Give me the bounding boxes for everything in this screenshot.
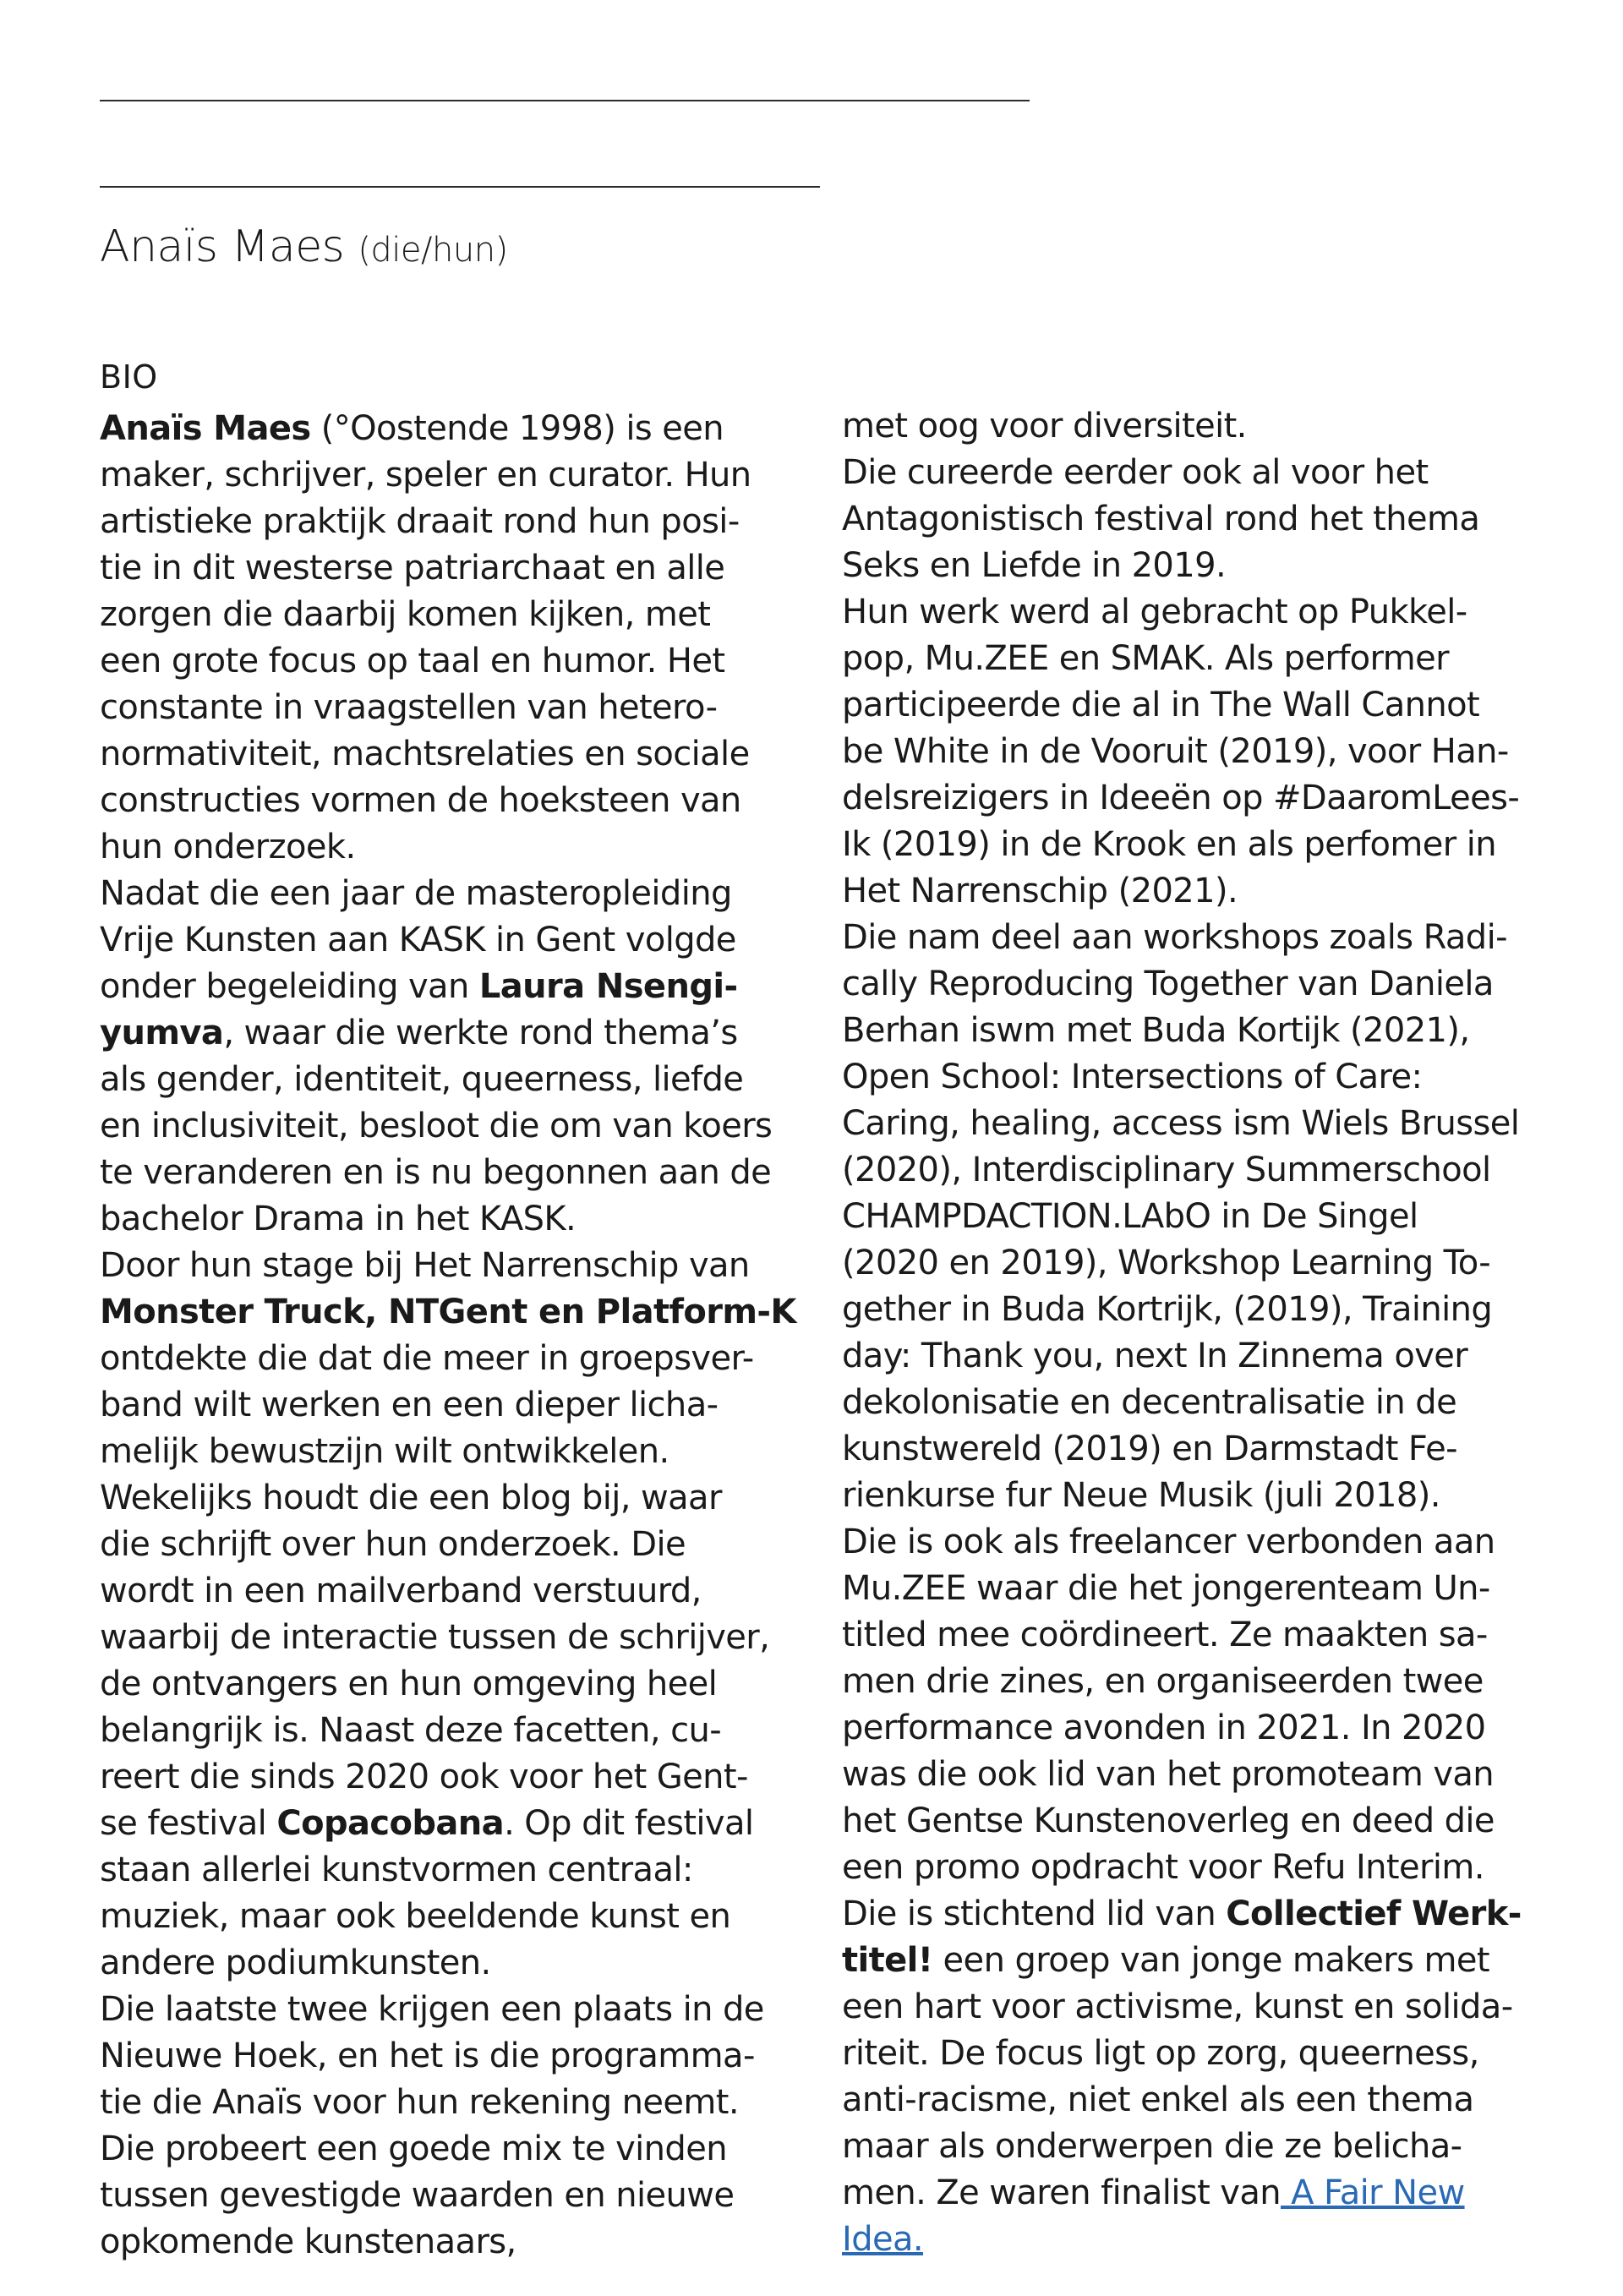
text-segment: gether in Buda Kortrijk, (2019), Training <box>842 1290 1493 1329</box>
text-segment: tie die Anaïs voor hun rekening neemt. <box>100 2083 739 2122</box>
text-line <box>842 1845 1569 1891</box>
text-segment: Nadat die een jaar de masteropleiding <box>100 874 732 913</box>
text-line <box>100 2033 827 2080</box>
text-line <box>100 1336 827 1382</box>
text-segment: pop, Mu.ZEE en SMAK. Als performer <box>842 639 1449 678</box>
text-segment: bachelor Drama in het KASK. <box>100 1200 577 1238</box>
text-line <box>842 1333 1569 1380</box>
text-segment: hun onderzoek. <box>100 828 356 866</box>
text-segment: onder begeleiding van <box>100 967 479 1006</box>
text-line <box>100 1196 827 1243</box>
bold-text: Copacobana <box>276 1804 505 1843</box>
text-segment: was die ook lid van het promoteam van <box>842 1755 1495 1794</box>
text-line <box>842 1008 1569 1054</box>
text-line <box>100 1522 827 1568</box>
text-segment: Die cureerde eerder ook al voor het <box>842 453 1429 492</box>
text-segment: artistieke praktijk draait rond hun posi- <box>100 502 740 541</box>
heading-divider <box>100 186 820 188</box>
text-segment: participeerde die al in The Wall Cannot <box>842 686 1480 724</box>
text-segment: staan allerlei kunstvormen centraal: <box>100 1850 693 1889</box>
text-segment: delsreizigers in Ideeën op #DaaromLees- <box>842 779 1520 817</box>
text-line <box>842 1705 1569 1752</box>
text-segment: performance avonden in 2021. In 2020 <box>842 1708 1486 1747</box>
text-segment: Vrije Kunsten aan KASK in Gent volgde <box>100 921 736 959</box>
text-line <box>100 1475 827 1522</box>
text-segment: maker, schrijver, speler en curator. Hun <box>100 456 751 495</box>
text-line <box>842 636 1569 682</box>
text-segment: te veranderen en is nu begonnen aan de <box>100 1153 772 1192</box>
text-line <box>842 450 1569 496</box>
text-segment: men drie zines, en organiseerden twee <box>842 1662 1484 1701</box>
bold-text: Laura Nsengi- <box>478 967 738 1006</box>
top-divider <box>100 100 1030 101</box>
text-segment: muziek, maar ook beeldende kunst en <box>100 1897 731 1936</box>
text-line <box>100 2219 827 2266</box>
text-line <box>100 2173 827 2219</box>
text-line <box>100 1894 827 1940</box>
text-segment: die schrijft over hun onderzoek. Die <box>100 1525 686 1564</box>
text-line <box>842 1426 1569 1473</box>
text-segment: met oog voor diversiteit. <box>842 407 1247 446</box>
text-segment: kunstwereld (2019) en Darmstadt Fe- <box>842 1430 1457 1468</box>
text-line <box>842 1240 1569 1287</box>
text-segment: (2020 en 2019), Workshop Learning To- <box>842 1244 1491 1282</box>
text-line <box>842 1380 1569 1426</box>
text-segment: normativiteit, machtsrelaties en sociale <box>100 735 750 774</box>
text-line <box>100 1150 827 1196</box>
text-line <box>842 1984 1569 2031</box>
text-line <box>842 2217 1569 2263</box>
text-segment: cally Reproducing Together van Daniela <box>842 965 1494 1003</box>
text-segment: constructies vormen de hoeksteen van <box>100 781 741 820</box>
section-label: BIO <box>100 358 158 396</box>
text-segment: se festival <box>100 1804 277 1843</box>
person-name: Anaïs Maes <box>100 221 345 272</box>
text-line <box>842 1101 1569 1147</box>
text-line <box>842 496 1569 543</box>
text-line <box>100 685 827 731</box>
text-segment: zorgen die daarbij komen kijken, met <box>100 595 711 634</box>
bold-text: Monster Truck, NTGent en Platform-K <box>100 1293 796 1331</box>
text-line <box>100 2126 827 2173</box>
bold-text: titel! <box>842 1941 933 1980</box>
text-line <box>100 1010 827 1057</box>
text-segment: Die nam deel aan workshops zoals Radi- <box>842 918 1507 957</box>
text-segment: en inclusiviteit, besloot die om van koers <box>100 1107 773 1145</box>
fair-new-idea-link[interactable]: A Fair New <box>1281 2173 1465 2212</box>
text-line <box>842 1659 1569 1705</box>
text-segment: Die probeert een goede mix te vinden <box>100 2129 727 2168</box>
text-line <box>842 2170 1569 2217</box>
text-segment: Door hun stage bij Het Narrenschip van <box>100 1246 750 1285</box>
text-line <box>842 915 1569 961</box>
bold-text: Anaïs Maes <box>100 409 311 448</box>
text-segment: Ik (2019) in de Krook en als perfomer in <box>842 825 1496 864</box>
text-segment: Die is stichtend lid van <box>842 1894 1227 1933</box>
text-segment: (2020), Interdisciplinary Summerschool <box>842 1151 1491 1189</box>
text-segment: wordt in een mailverband verstuurd, <box>100 1572 702 1610</box>
text-line <box>100 1847 827 1894</box>
text-line <box>100 731 827 778</box>
text-line <box>100 1289 827 1336</box>
text-line <box>842 682 1569 729</box>
text-line <box>842 2077 1569 2124</box>
text-segment: reert die sinds 2020 ook voor het Gent- <box>100 1758 748 1796</box>
text-segment: Het Narrenschip (2021). <box>842 872 1238 910</box>
text-line <box>842 2031 1569 2077</box>
text-line <box>100 499 827 545</box>
text-line <box>100 638 827 685</box>
text-segment: , waar die werkte rond thema’s <box>223 1014 738 1052</box>
text-line <box>100 778 827 824</box>
text-segment: Mu.ZEE waar die het jongerenteam Un- <box>842 1569 1490 1608</box>
text-line <box>842 1287 1569 1333</box>
text-segment: . Op dit festival <box>504 1804 754 1843</box>
bio-column-left <box>100 406 827 2266</box>
text-segment: Caring, healing, access ism Wiels Brussel <box>842 1104 1520 1143</box>
text-segment: maar als onderwerpen die ze belicha- <box>842 2127 1462 2166</box>
text-line <box>100 1382 827 1429</box>
text-segment: Antagonistisch festival rond het thema <box>842 500 1480 538</box>
text-line <box>100 1429 827 1475</box>
text-segment: (°Oostende 1998) is een <box>310 409 724 448</box>
pronouns: (die/hun) <box>358 231 508 270</box>
text-segment: Hun werk werd al gebracht op Pukkel- <box>842 593 1467 631</box>
text-line <box>842 1473 1569 1519</box>
text-segment: rienkurse fur Neue Musik (juli 2018). <box>842 1476 1440 1515</box>
bio-column-right <box>842 403 1569 2263</box>
text-line <box>100 1940 827 1987</box>
text-segment: constante in vraagstellen van hetero- <box>100 688 718 727</box>
text-line <box>842 775 1569 822</box>
text-segment: ontdekte die dat die meer in groepsver- <box>100 1339 754 1378</box>
text-segment: andere podiumkunsten. <box>100 1943 491 1982</box>
bold-text: yumva <box>100 1014 224 1052</box>
text-line <box>842 1612 1569 1659</box>
text-line <box>100 406 827 452</box>
text-segment: Die is ook als freelancer verbonden aan <box>842 1522 1495 1561</box>
text-line <box>842 1194 1569 1240</box>
text-line <box>842 1752 1569 1798</box>
text-segment: belangrijk is. Naast deze facetten, cu- <box>100 1711 722 1750</box>
text-segment: riteit. De focus ligt op zorg, queerness, <box>842 2034 1479 2073</box>
text-line <box>842 822 1569 868</box>
text-line <box>100 1057 827 1103</box>
text-segment: CHAMPDACTION.LAbO in De Singel <box>842 1197 1418 1236</box>
text-line <box>842 729 1569 775</box>
text-line <box>100 1987 827 2033</box>
text-segment: Berhan iswm met Buda Kortijk (2021), <box>842 1011 1470 1050</box>
text-segment: als gender, identiteit, queerness, liefde <box>100 1060 744 1099</box>
text-segment: be White in de Vooruit (2019), voor Han- <box>842 732 1509 771</box>
text-segment: de ontvangers en hun omgeving heel <box>100 1665 718 1703</box>
text-segment: waarbij de interactie tussen de schrijver, <box>100 1618 770 1657</box>
text-line <box>842 1938 1569 1984</box>
fair-new-idea-link[interactable]: Idea. <box>842 2220 924 2259</box>
text-segment: een hart voor activisme, kunst en solida- <box>842 1987 1513 2026</box>
text-segment: anti-racisme, niet enkel als een thema <box>842 2080 1474 2119</box>
text-line <box>100 824 827 871</box>
text-line <box>100 592 827 638</box>
bold-text: Collectief Werk- <box>1226 1894 1522 1933</box>
text-line <box>842 1798 1569 1845</box>
page-title <box>100 221 508 272</box>
text-segment: opkomende kunstenaars, <box>100 2222 516 2261</box>
text-line <box>842 1566 1569 1612</box>
text-line <box>100 2080 827 2126</box>
text-line <box>100 917 827 964</box>
text-segment: Seks en Liefde in 2019. <box>842 546 1227 585</box>
text-line <box>100 1243 827 1289</box>
text-segment: titled mee coördineert. Ze maakten sa- <box>842 1615 1488 1654</box>
text-line <box>842 2124 1569 2170</box>
text-segment: Open School: Intersections of Care: <box>842 1058 1423 1096</box>
text-segment: tie in dit westerse patriarchaat en alle <box>100 549 725 588</box>
text-line <box>100 1661 827 1708</box>
text-segment: band wilt werken en een dieper licha- <box>100 1386 719 1424</box>
text-segment: een promo opdracht voor Refu Interim. <box>842 1848 1484 1887</box>
text-segment: Wekelijks houdt die een blog bij, waar <box>100 1479 722 1517</box>
text-segment: een groep van jonge makers met <box>932 1941 1489 1980</box>
text-segment: tussen gevestigde waarden en nieuwe <box>100 2176 735 2215</box>
text-line <box>842 868 1569 915</box>
text-segment: een grote focus op taal en humor. Het <box>100 642 725 681</box>
text-line <box>842 403 1569 450</box>
text-line <box>100 1103 827 1150</box>
text-segment: dekolonisatie en decentralisatie in de <box>842 1383 1457 1422</box>
text-line <box>842 543 1569 589</box>
text-line <box>842 1519 1569 1566</box>
text-line <box>100 871 827 917</box>
text-segment: day: Thank you, next In Zinnema over <box>842 1337 1468 1375</box>
text-line <box>100 452 827 499</box>
text-line <box>842 589 1569 636</box>
text-segment: het Gentse Kunstenoverleg en deed die <box>842 1801 1495 1840</box>
text-segment: Die laatste twee krijgen een plaats in de <box>100 1990 764 2029</box>
text-line <box>100 545 827 592</box>
text-line <box>100 1754 827 1801</box>
text-line <box>100 1801 827 1847</box>
text-line <box>842 1147 1569 1194</box>
text-line <box>100 1615 827 1661</box>
text-segment: men. Ze waren finalist van <box>842 2173 1281 2212</box>
text-line <box>100 1708 827 1754</box>
text-segment: Nieuwe Hoek, en het is die programma- <box>100 2036 755 2075</box>
text-line <box>842 1054 1569 1101</box>
text-line <box>842 961 1569 1008</box>
text-segment: melijk bewustzijn wilt ontwikkelen. <box>100 1432 669 1471</box>
text-line <box>100 1568 827 1615</box>
text-line <box>100 964 827 1010</box>
text-line <box>842 1891 1569 1938</box>
